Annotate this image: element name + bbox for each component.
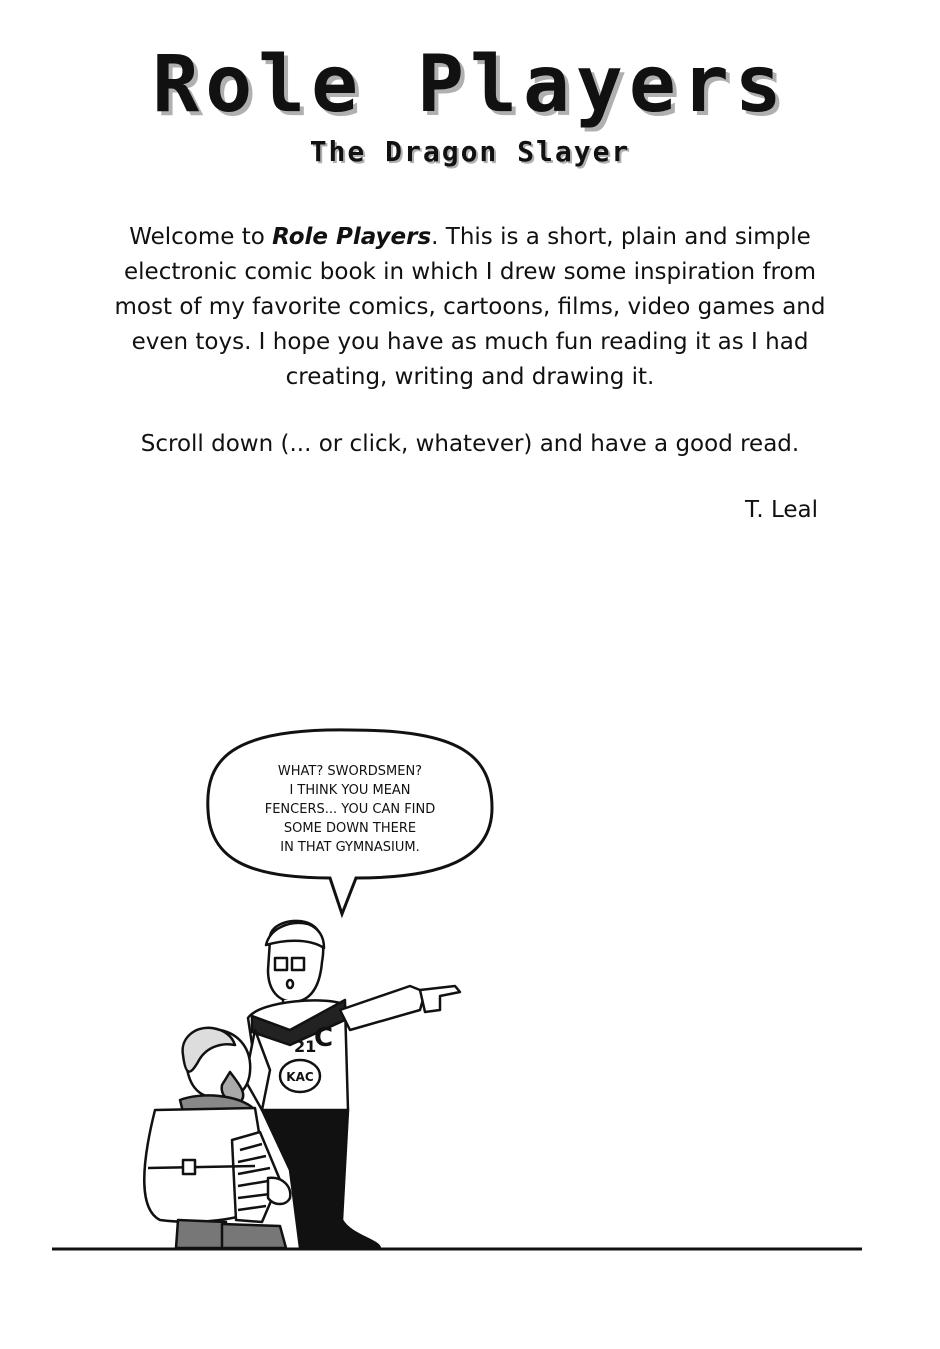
- author-signature: T. Leal: [745, 497, 818, 523]
- jersey-number: 21: [294, 1037, 317, 1056]
- intro-book-title: Role Players: [272, 224, 432, 250]
- comic-panel: [0, 700, 940, 1300]
- comic-subtitle: The Dragon Slayer: [309, 135, 631, 168]
- jersey-logo: KAC: [286, 1070, 314, 1084]
- comic-title: Role Players: [152, 40, 788, 130]
- intro-text-rest: . This is a short, plain and simple electronic comic book in which I drew some inspiration from most of my favorite comics, cartoons, films, video games and even toys. I hope you have as much fun reading it as I had creating, writing and drawing it.: [114, 224, 826, 390]
- scroll-instruction: Scroll down (... or click, whatever) and have a good read.: [140, 431, 800, 457]
- intro-text-start: Welcome to: [129, 224, 273, 250]
- speech-bubble: [208, 730, 492, 914]
- speech-line-5: IN THAT GYMNASIUM.: [280, 840, 420, 855]
- speech-line-3: FENCERS... YOU CAN FIND: [264, 802, 436, 817]
- speech-line-4: SOME DOWN THERE: [283, 821, 417, 836]
- speech-line-1: WHAT? SWORDSMEN?: [277, 764, 423, 779]
- speech-line-2: I THINK YOU MEAN: [289, 783, 411, 798]
- jersey-letter: C: [314, 1023, 334, 1053]
- intro-paragraph: [95, 220, 845, 395]
